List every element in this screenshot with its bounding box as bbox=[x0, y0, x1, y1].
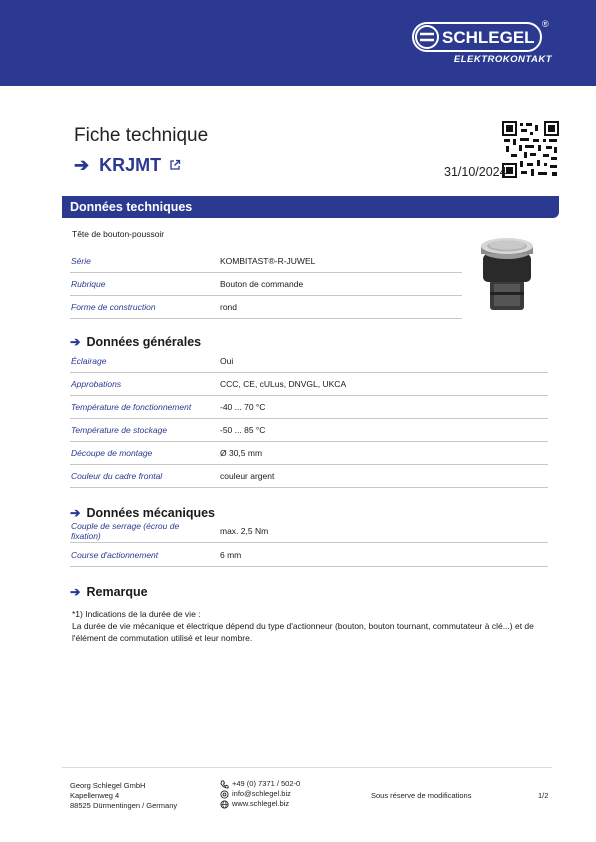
reserve-note: Sous réserve de modifications bbox=[371, 791, 472, 800]
spec-value: rond bbox=[220, 302, 238, 312]
spec-row bbox=[70, 350, 548, 373]
remark-line: *1) Indications de la durée de vie : bbox=[72, 609, 201, 619]
section-bar-technical-data bbox=[62, 196, 559, 218]
spec-row bbox=[70, 442, 548, 465]
spec-row bbox=[70, 373, 548, 396]
spec-label: Course d'actionnement bbox=[71, 550, 159, 560]
email-link[interactable]: info@schlegel.biz bbox=[232, 789, 291, 798]
qr-code[interactable] bbox=[502, 121, 559, 178]
document-title: Fiche technique bbox=[74, 125, 209, 146]
footer-contact bbox=[220, 779, 300, 809]
arrow-right-icon: ➔ bbox=[70, 335, 81, 349]
spec-value: KOMBITAST®-R-JUWEL bbox=[220, 256, 316, 266]
remark-line: La durée de vie mécanique et électrique dépend du type d'actionneur (bouton, bouton tournant, commutateur à clé...) et de bbox=[72, 621, 534, 631]
page-number: 1/2 bbox=[538, 791, 549, 800]
spec-row bbox=[70, 273, 462, 296]
product-code: KRJMT bbox=[99, 155, 162, 175]
spec-row bbox=[70, 396, 548, 419]
product-heading bbox=[74, 155, 181, 176]
spec-value: -50 ... 85 °C bbox=[220, 425, 266, 435]
external-link-icon[interactable] bbox=[169, 155, 181, 176]
heading-text: Données mécaniques bbox=[86, 506, 215, 520]
phone-icon bbox=[220, 780, 229, 789]
spec-label: Rubrique bbox=[71, 279, 106, 289]
spec-row bbox=[70, 250, 462, 273]
section-title: Données techniques bbox=[70, 200, 193, 214]
arrow-right-icon: ➔ bbox=[70, 506, 81, 520]
phone-number: +49 (0) 7371 / 502-0 bbox=[232, 779, 301, 788]
arrow-right-icon: ➔ bbox=[70, 585, 81, 599]
website-link[interactable]: www.schlegel.biz bbox=[232, 799, 290, 808]
spec-value: CCC, CE, cULus, DNVGL, UKCA bbox=[220, 379, 347, 389]
at-icon bbox=[220, 790, 229, 799]
spec-value: 6 mm bbox=[220, 550, 242, 560]
arrow-right-icon: ➔ bbox=[74, 155, 90, 175]
logo-subtitle: ELEKTROKONTAKT bbox=[453, 54, 552, 65]
document-date: 31/10/2024 bbox=[444, 165, 507, 179]
globe-icon bbox=[220, 800, 229, 809]
spec-label: Couple de serrage (écrou de fixation) bbox=[71, 521, 180, 541]
footer-divider bbox=[62, 767, 552, 768]
remark-line: l'élément de commutation utilisé et leur nombre. bbox=[72, 633, 253, 643]
spec-row bbox=[70, 419, 548, 442]
spec-label: Température de stockage bbox=[71, 425, 168, 435]
spec-value: Oui bbox=[220, 356, 234, 366]
spec-row bbox=[70, 520, 548, 543]
general-data-heading bbox=[70, 334, 201, 349]
spec-row bbox=[70, 544, 548, 567]
spec-label: Approbations bbox=[71, 379, 122, 389]
spec-label: Éclairage bbox=[71, 356, 107, 366]
spec-value: Ø 30,5 mm bbox=[220, 448, 263, 458]
phone-line bbox=[220, 779, 300, 789]
spec-value: max. 2,5 Nm bbox=[220, 526, 269, 536]
spec-label: Série bbox=[71, 256, 91, 266]
spec-label: Température de fonctionnement bbox=[71, 402, 192, 412]
spec-label: Forme de construction bbox=[71, 302, 156, 312]
spec-value: -40 ... 70 °C bbox=[220, 402, 266, 412]
heading-text: Données générales bbox=[86, 335, 202, 349]
spec-label: Couleur du cadre frontal bbox=[71, 471, 163, 481]
logo-text: SCHLEGEL bbox=[442, 28, 535, 47]
spec-label: Découpe de montage bbox=[71, 448, 153, 458]
street: Kapellenweg 4 bbox=[70, 791, 120, 800]
registered-mark: ® bbox=[542, 19, 549, 29]
heading-text: Remarque bbox=[86, 585, 148, 599]
email-line[interactable] bbox=[220, 789, 300, 799]
header-banner bbox=[0, 0, 596, 86]
product-type: Tête de bouton-poussoir bbox=[72, 229, 165, 239]
remark-heading bbox=[70, 584, 148, 599]
footer-address bbox=[70, 781, 177, 811]
city: 88525 Dürmentingen / Germany bbox=[70, 801, 178, 810]
spec-value: Bouton de commande bbox=[220, 279, 304, 289]
mechanical-data-heading bbox=[70, 505, 215, 520]
spec-row bbox=[70, 296, 462, 319]
product-image bbox=[476, 236, 538, 316]
spec-row bbox=[70, 465, 548, 488]
company-name: Georg Schlegel GmbH bbox=[70, 781, 146, 790]
schlegel-logo bbox=[412, 22, 542, 52]
spec-value: couleur argent bbox=[220, 471, 275, 481]
web-line[interactable] bbox=[220, 799, 300, 809]
